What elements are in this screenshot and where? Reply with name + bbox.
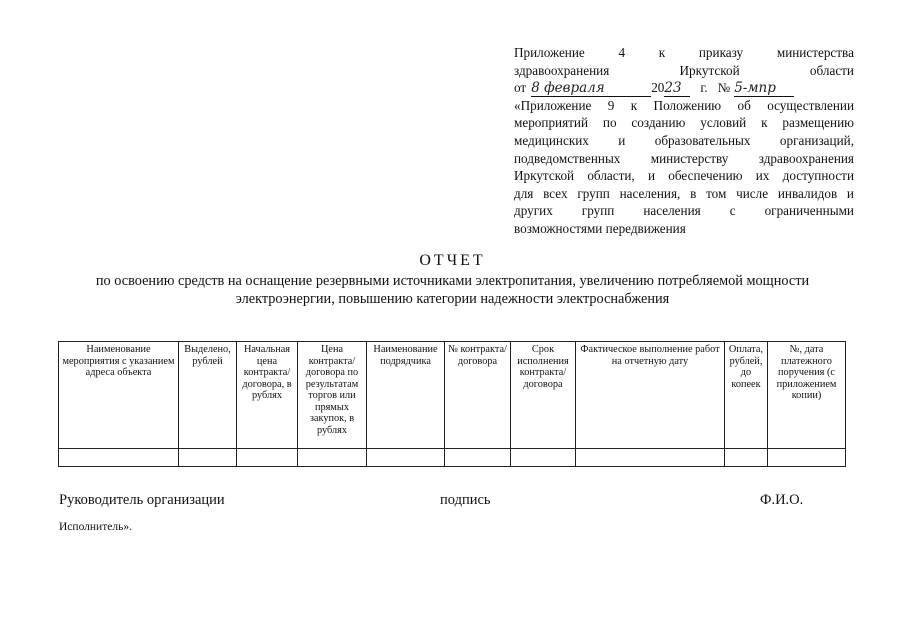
number-prefix: № bbox=[717, 80, 731, 96]
table-cell[interactable] bbox=[298, 449, 367, 467]
appendix-number: 4 bbox=[618, 45, 626, 60]
full-name-label: Ф.И.О. bbox=[760, 492, 804, 508]
handwritten-date: 8 февраля bbox=[531, 81, 651, 97]
executor-label: Исполнитель». bbox=[59, 521, 132, 533]
column-header: Выделено, рублей bbox=[179, 342, 237, 449]
table-header-row bbox=[59, 342, 846, 449]
appendix-line-1 bbox=[514, 44, 854, 62]
column-header: Срок исполнения контракта/ договора bbox=[511, 342, 576, 449]
head-of-organization-label: Руководитель организации bbox=[59, 492, 225, 508]
appendix-para-line: Иркутской области, и обеспечению их доступности bbox=[514, 168, 854, 184]
column-header: Оплата, рублей, до копеек bbox=[725, 342, 768, 449]
appendix-word: здравоохранения bbox=[514, 62, 610, 78]
appendix-word: приказу bbox=[698, 45, 744, 60]
column-header: № контракта/ договора bbox=[445, 342, 511, 449]
appendix-word: к bbox=[658, 45, 666, 60]
report-subtitle-line: по освоению средств на оснащение резервными источниками электропитания, увеличению потребляемой мощности bbox=[95, 273, 810, 289]
report-title: ОТЧЕТ bbox=[419, 252, 486, 269]
table-cell[interactable] bbox=[367, 449, 445, 467]
table-cell[interactable] bbox=[768, 449, 846, 467]
column-header: Наименование подрядчика bbox=[367, 342, 445, 449]
handwritten-order-number: 5-мпр bbox=[734, 81, 794, 97]
table-row bbox=[59, 449, 846, 467]
appendix-line-2 bbox=[514, 62, 854, 80]
report-subtitle bbox=[40, 272, 865, 308]
appendix-para-line: подведомственных министерству здравоохранения bbox=[514, 150, 854, 166]
order-date-line bbox=[514, 79, 854, 97]
appendix-para-line: «Приложение 9 к Положению об осуществлении bbox=[514, 97, 854, 113]
column-header: Начальная цена контракта/ договора, в рублях bbox=[237, 342, 298, 449]
table-cell[interactable] bbox=[725, 449, 768, 467]
report-table bbox=[58, 341, 846, 467]
column-header: Фактическое выполнение работ на отчетную дату bbox=[576, 342, 725, 449]
table-cell[interactable] bbox=[59, 449, 179, 467]
appendix-para-line: для всех групп населения, в том числе инвалидов и bbox=[514, 185, 854, 201]
table-cell[interactable] bbox=[511, 449, 576, 467]
column-header: №, дата платежного поручения (с приложением копии) bbox=[768, 342, 846, 449]
appendix-word: области bbox=[809, 62, 854, 78]
appendix-block bbox=[514, 44, 854, 238]
year-suffix: г. bbox=[700, 80, 708, 96]
appendix-para-line: медицинских и образовательных организаций, bbox=[514, 132, 854, 148]
table-cell[interactable] bbox=[237, 449, 298, 467]
appendix-para-line: других групп населения с ограниченными bbox=[514, 203, 854, 219]
handwritten-year: 23 bbox=[664, 81, 690, 97]
appendix-word: Приложение bbox=[514, 45, 585, 60]
appendix-word: Иркутской bbox=[679, 62, 740, 78]
table-cell[interactable] bbox=[445, 449, 511, 467]
table-cell[interactable] bbox=[576, 449, 725, 467]
table-cell[interactable] bbox=[179, 449, 237, 467]
appendix-para-line: возможностями передвижения bbox=[514, 220, 686, 236]
appendix-word: министерства bbox=[776, 45, 854, 60]
year-prefix: 20 bbox=[651, 80, 665, 96]
from-label: от bbox=[514, 80, 527, 96]
column-header: Цена контракта/ договора по результатам торгов или прямых закупок, в рублях bbox=[298, 342, 367, 449]
signature-label: подпись bbox=[440, 492, 491, 508]
report-subtitle-line: электроэнергии, повышению категории надежности электроснабжения bbox=[235, 291, 670, 307]
column-header: Наименование мероприятия с указанием адреса объекта bbox=[59, 342, 179, 449]
appendix-para-line: мероприятий по созданию условий к размещению bbox=[514, 115, 854, 131]
